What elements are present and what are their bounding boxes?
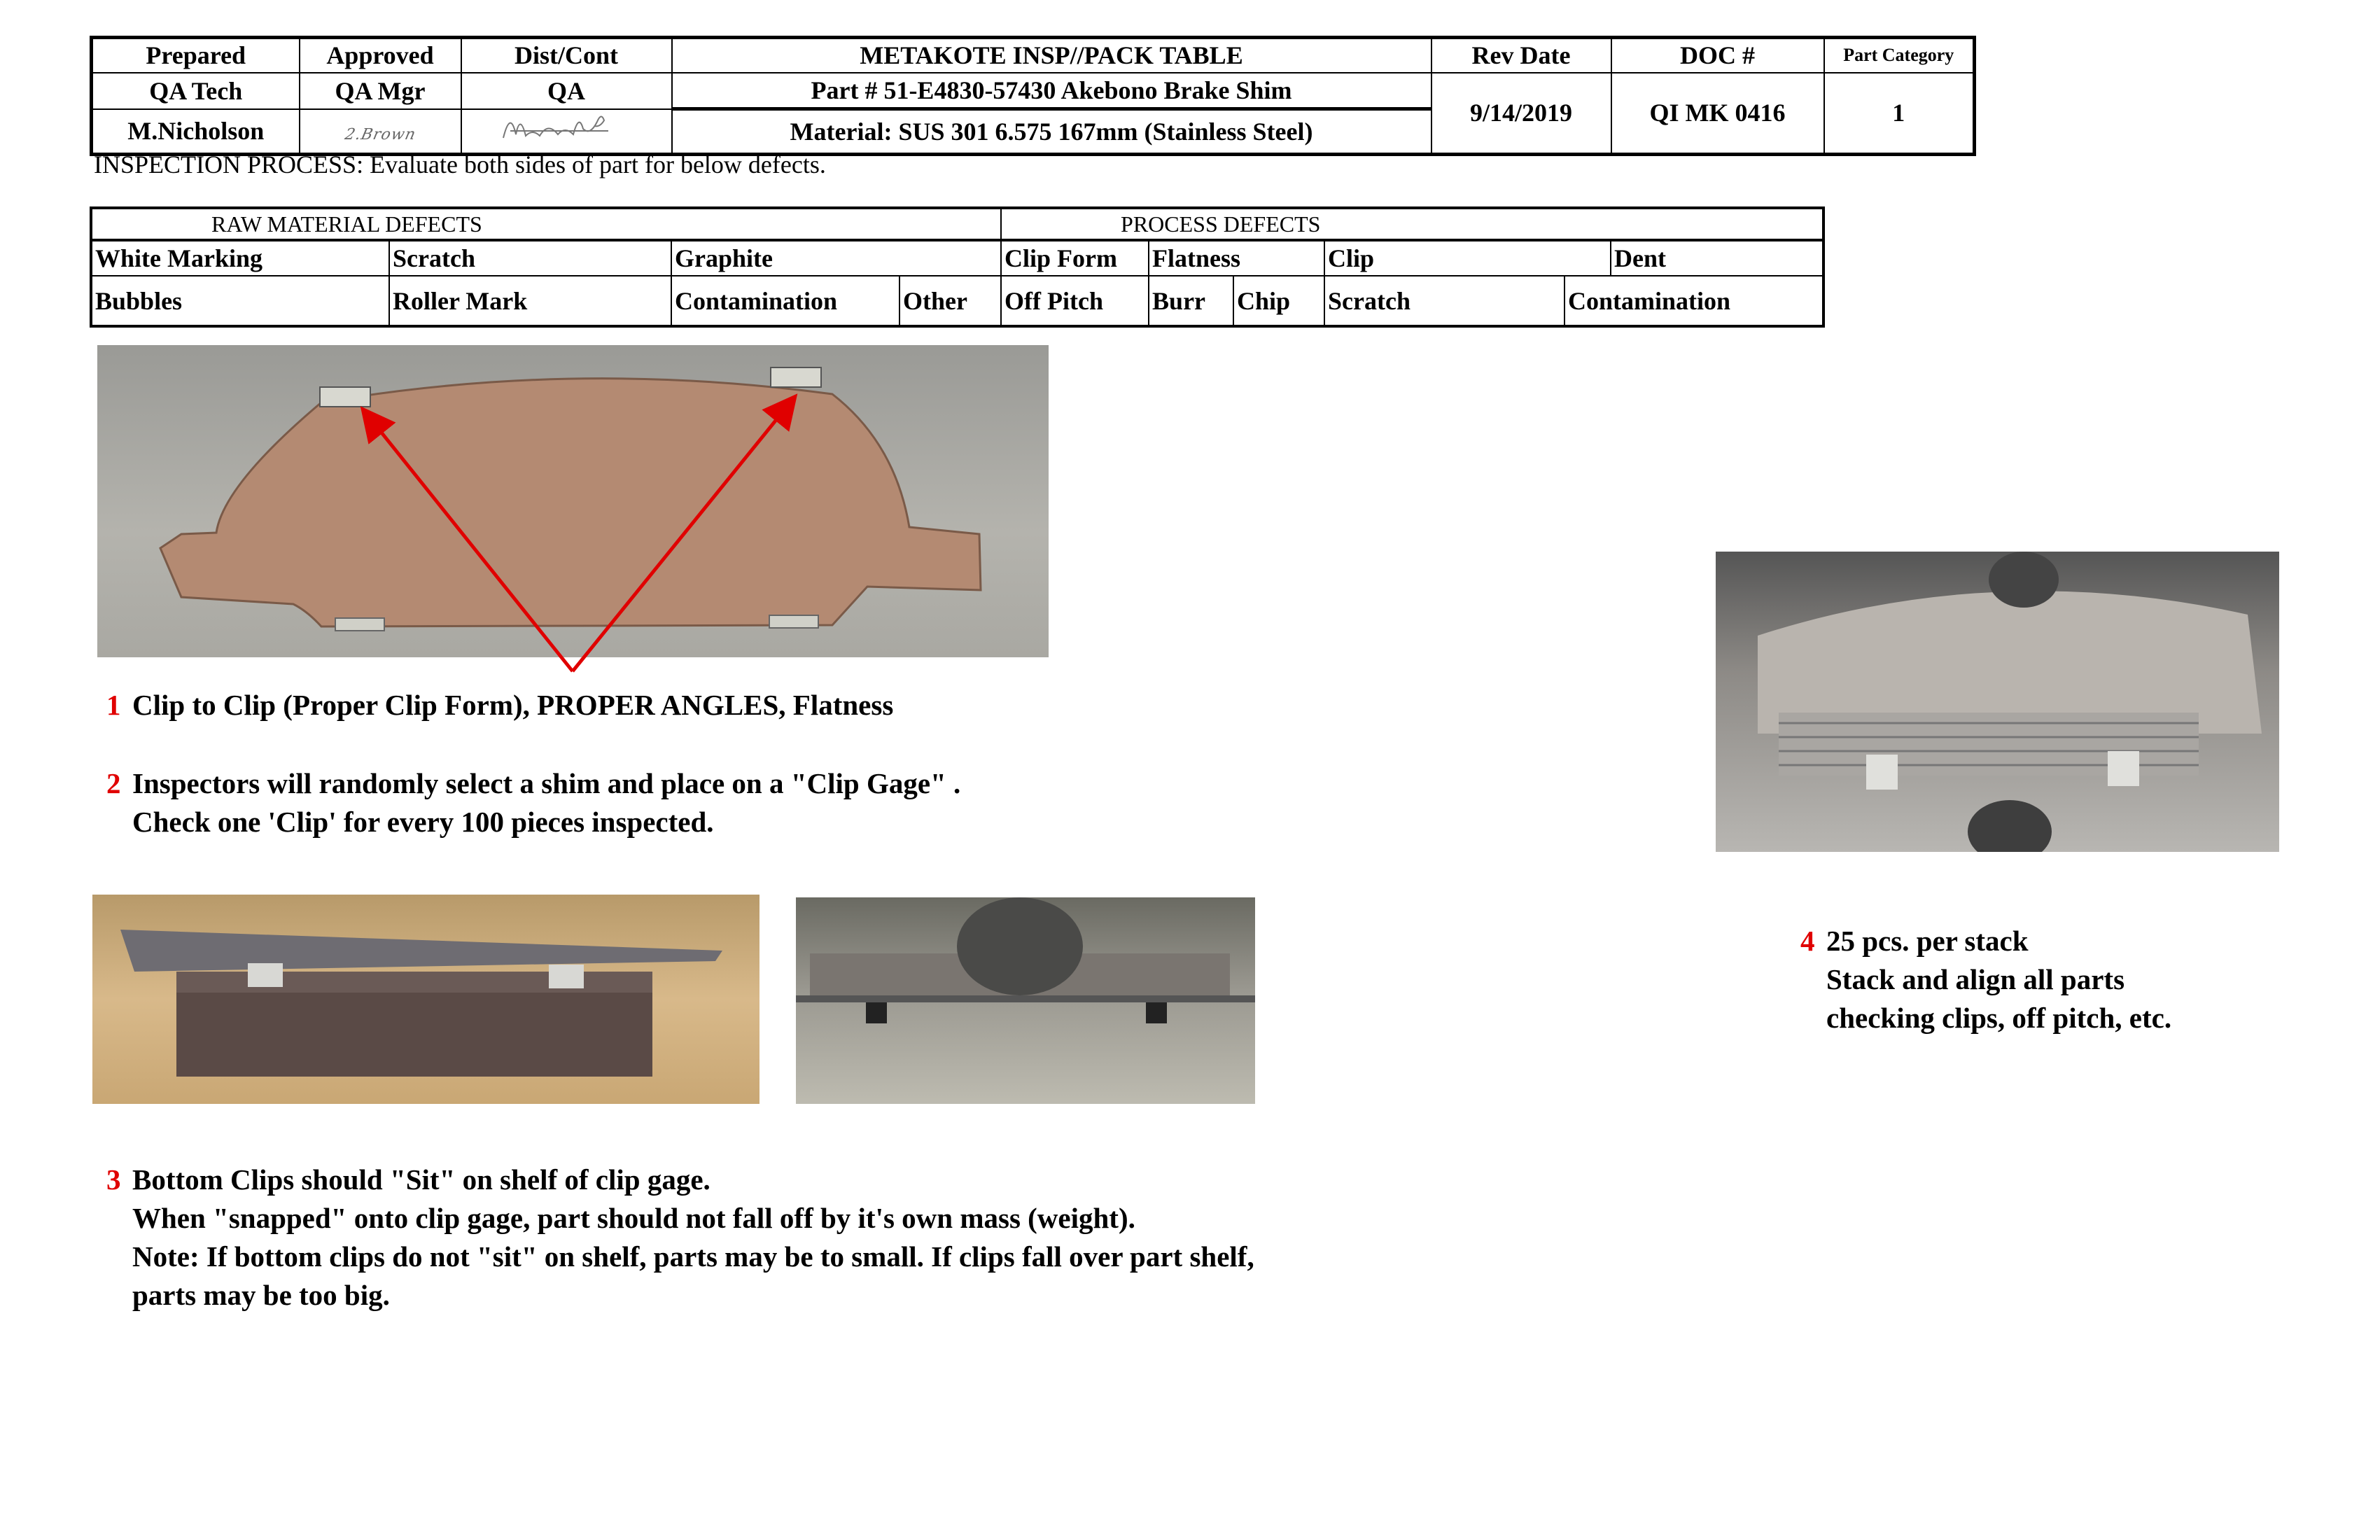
raw-material-defects-title: RAW MATERIAL DEFECTS — [91, 208, 1001, 240]
approved-signature-cell — [300, 109, 461, 155]
dist-signature — [461, 109, 672, 155]
rev-date-value: 9/14/2019 — [1432, 73, 1611, 155]
note-4-line: checking clips, off pitch, etc. — [1826, 1002, 2172, 1034]
note-4 — [1800, 922, 2172, 1037]
defect-white-marking: White Marking — [91, 240, 389, 276]
defect-clip: Clip — [1324, 240, 1611, 276]
note-2-line: Check one 'Clip' for every 100 pieces inspected. — [132, 806, 714, 838]
doc-number-value: QI MK 0416 — [1611, 73, 1824, 155]
header-part-category: Part Category — [1824, 38, 1975, 73]
role-dist: QA — [461, 73, 672, 109]
defect-off-pitch: Off Pitch — [1001, 276, 1149, 326]
header-prepared: Prepared — [92, 38, 300, 73]
note-3-line: Bottom Clips should "Sit" on shelf of clip gage. — [132, 1163, 710, 1196]
defect-clip-form: Clip Form — [1001, 240, 1149, 276]
defect-bubbles: Bubbles — [91, 276, 389, 326]
defect-roller-mark: Roller Mark — [389, 276, 671, 326]
defect-contamination-raw: Contamination — [671, 276, 899, 326]
defect-other: Other — [899, 276, 1001, 326]
gage-lab-photo — [796, 897, 1255, 1104]
note-1 — [106, 686, 894, 724]
defect-scratch: Scratch — [389, 240, 671, 276]
header-doc-number: DOC # — [1611, 38, 1824, 73]
note-3-line: When "snapped" onto clip gage, part should not fall off by it's own mass (weight). — [132, 1202, 1135, 1234]
role-prepared: QA Tech — [92, 73, 300, 109]
prepared-name: M.Nicholson — [92, 109, 300, 155]
defect-contamination-process: Contamination — [1564, 276, 1823, 326]
approved-signature: 2.Brown — [342, 126, 418, 144]
note-4-number: 4 — [1800, 925, 1815, 957]
material: Material: SUS 301 6.575 167mm (Stainless Steel) — [672, 109, 1432, 155]
process-defects-title: PROCESS DEFECTS — [1001, 208, 1823, 240]
clip-gage-photo — [92, 895, 760, 1104]
role-approved: QA Mgr — [300, 73, 461, 109]
defect-burr: Burr — [1149, 276, 1233, 326]
part-number: Part # 51-E4830-57430 Akebono Brake Shim — [672, 73, 1432, 109]
header-approved: Approved — [300, 38, 461, 73]
defect-chip: Chip — [1233, 276, 1324, 326]
note-2-number: 2 — [106, 767, 121, 799]
note-4-line: 25 pcs. per stack — [1826, 925, 2029, 957]
note-3-line: parts may be too big. — [132, 1279, 390, 1311]
note-3 — [106, 1161, 1254, 1315]
document-title: METAKOTE INSP//PACK TABLE — [672, 38, 1432, 73]
part-category-value: 1 — [1824, 73, 1975, 155]
note-1-number: 1 — [106, 689, 121, 721]
note-3-number: 3 — [106, 1163, 121, 1196]
note-3-line: Note: If bottom clips do not "sit" on shelf, parts may be to small. If clips fall over part shelf, — [132, 1240, 1254, 1273]
defect-scratch-process: Scratch — [1324, 276, 1564, 326]
header-rev-date: Rev Date — [1432, 38, 1611, 73]
note-4-line: Stack and align all parts — [1826, 963, 2125, 995]
inspection-process: INSPECTION PROCESS: Evaluate both sides of part for below defects. — [94, 150, 826, 178]
defect-flatness: Flatness — [1149, 240, 1324, 276]
shim-photo — [97, 345, 1049, 657]
defect-dent: Dent — [1611, 240, 1823, 276]
header-dist-cont: Dist/Cont — [461, 38, 672, 73]
defect-graphite: Graphite — [671, 240, 1001, 276]
note-2-line: Inspectors will randomly select a shim and place on a "Clip Gage" . — [132, 767, 961, 799]
note-2 — [106, 764, 961, 841]
defects-table — [90, 206, 1825, 328]
note-1-line: Clip to Clip (Proper Clip Form), PROPER ANGLES, Flatness — [132, 689, 894, 721]
shim-stack-photo — [1716, 552, 2279, 852]
header-table — [90, 36, 1976, 156]
